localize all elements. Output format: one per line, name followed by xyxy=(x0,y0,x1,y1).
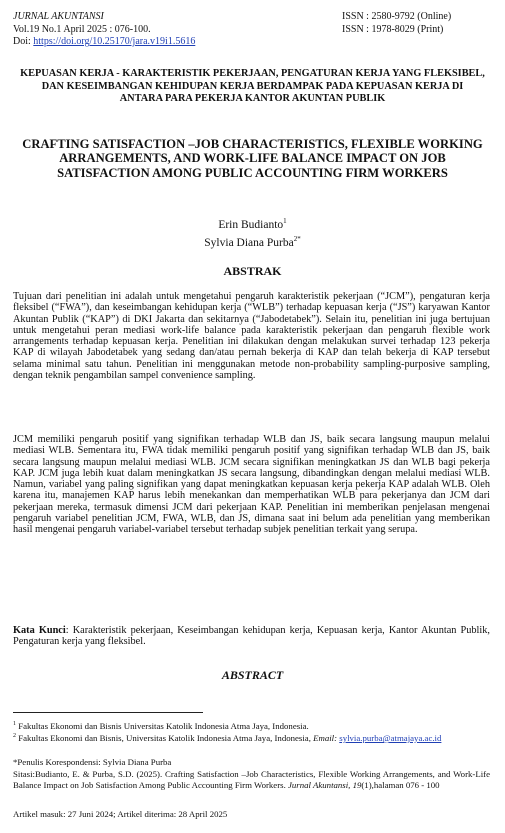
author-mark: 2* xyxy=(293,234,301,243)
author-name: Erin Budianto xyxy=(218,218,284,231)
footnote-mark: 2 xyxy=(13,733,16,739)
footnote-mark: 1 xyxy=(13,721,16,727)
author-list xyxy=(0,214,505,250)
email-link[interactable]: sylvia.purba@atmajaya.ac.id xyxy=(339,732,442,743)
email-label: Email: xyxy=(313,732,338,743)
journal-name: JURNAL AKUNTANSI xyxy=(13,11,104,22)
abstrak-paragraph-2: JCM memiliki pengaruh positif yang signifikan terhadap WLB dan JS, baik secara langsung maupun melalui mediasi WLB. Sementara itu, FWA tidak memiliki pengaruh positif yang signifikan terhadap WLB dan JS, baik secara langsung maupun melalui mediasi WLB. JCM secara signifikan meningkatkan JS dan WLB bagi pekerja KAP. JCM juga lebih kuat dalam meningkatkan JS secara langsung, dibandingkan dengan melalui mediasi WLB. Namun, variabel yang paling signifikan yang dapat meningkatkan kepuasan kerja pekerja KAP adalah WLB. Oleh karena itu, manajemen KAP harus lebih menekankan dan memperhatikan WLB para pekerjanya dan JCM dari pekerjaan mereka, termasuk dimensi JCM dari pekerjaan KAP. Penelitian ini memberikan penjelasan mengenai pengaruh variabel penelitian JCM, FWA, WLB, dan JS, dimana saat ini belum ada penelitian yang memberikan hasil mengenai pengaruh variabel-variabel tersebut terhadap subjek penelitian terkait yang serupa. xyxy=(13,434,490,536)
footnote-text: Fakultas Ekonomi dan Bisnis Universitas Katolik Indonesia Atma Jaya, Indonesia. xyxy=(18,720,309,731)
author-1 xyxy=(0,214,505,232)
volume-info: Vol.19 No.1 April 2025 : 076-100. xyxy=(13,23,151,35)
doi-label: Doi: xyxy=(13,36,31,48)
journal-info xyxy=(13,11,195,49)
issn-print: ISSN : 1978-8029 (Print) xyxy=(342,23,444,35)
issn-info xyxy=(342,11,451,36)
keywords xyxy=(13,625,490,648)
issn-online: ISSN : 2580-9792 (Online) xyxy=(342,11,452,22)
footnote-1 xyxy=(13,719,490,732)
keywords-text: : Karakteristik pekerjaan, Keseimbangan kehidupan kerja, Kepuasan kerja, Kantor Akuntan Publik, Pengaturan kerja yang fleksibel. xyxy=(13,625,491,648)
author-name: Sylvia Diana Purba xyxy=(204,236,294,249)
abstract-heading: ABSTRACT xyxy=(221,668,284,682)
footnote-text: Fakultas Ekonomi dan Bisnis, Universitas Katolik Indonesia Atma Jaya, Indonesia, xyxy=(18,732,311,743)
author-mark: 1 xyxy=(283,217,287,225)
title-english: CRAFTING SATISFACTION –JOB CHARACTERISTICS, FLEXIBLE WORKING ARRANGEMENTS, AND WORK-LIFE BALANCE IMPACT ON JOB SATISFACTION AMONG PUBLIC ACCOUNTING FIRM WORKERS xyxy=(22,137,483,180)
doi-link[interactable]: https://doi.org/10.25170/jara.v19i1.5616 xyxy=(33,36,196,48)
corresponding-author: *Penulis Korespondensi: Sylvia Diana Purba xyxy=(13,757,172,767)
citation xyxy=(13,769,490,791)
citation-pages: (1),halaman 076 - 100 xyxy=(361,779,440,790)
doi-line xyxy=(13,36,195,49)
footnote-2 xyxy=(13,731,490,744)
citation-journal: Jurnal Akuntansi, 19 xyxy=(287,779,362,790)
author-2 xyxy=(0,232,505,250)
title-indonesian: KEPUASAN KERJA - KARAKTERISTIK PEKERJAAN, PENGATURAN KERJA YANG FLEKSIBEL, DAN KESEIMBANGAN KEHIDUPAN KERJA BERDAMPAK PADA KEPUASAN KERJA DI ANTARA PARA PEKERJA KANTOR AKUNTAN PUBLIK xyxy=(20,68,485,104)
abstrak-paragraph-1: Tujuan dari penelitian ini adalah untuk mengetahui pengaruh karakteristik pekerjaan (“JCM”), pengaturan kerja fleksibel (“FWA”), dan keseimbangan kehidupan kerja (“WLB”) terhadap kepuasan kerja (“JS”) karyawan Kantor Akuntan Publik (“KAP”) di DKI Jakarta dan sekitarnya (“Jabodetabek”). Selain itu, penelitian ini juga bertujuan untuk mengetahui peran mediasi work-life balance pada karakteristik pekerjaan dan pengaruh flexible work arrangements terhadap kepuasan kerja. Penelitian ini dilakukan dengan melakukan survei terhadap 123 pekerja KAP di wilayah Jabodetabek yang sedang dan/atau pernah bekerja di KAP dan telah bekerja di KAP tersebut selama minimal satu tahun. Penelitian ini menggunakan metode non-probability sampling-purposive sampling, dengan teknik pengambilan sampel convenience sampling. xyxy=(13,291,490,382)
article-dates: Artikel masuk: 27 Juni 2024; Artikel diterima: 28 April 2025 xyxy=(13,809,228,819)
footnote-divider xyxy=(13,712,203,713)
abstrak-heading: ABSTRAK xyxy=(223,264,282,278)
citation-text: Sitasi:Budianto, E. & Purba, S.D. (2025). Crafting Satisfaction –Job Characteristics, Flexible Working Arrangements, and Work-Life Balance Impact on Job Satisfaction Among Public Accounting Firm Workers. xyxy=(13,769,490,790)
keywords-label: Kata Kunci xyxy=(13,625,66,636)
